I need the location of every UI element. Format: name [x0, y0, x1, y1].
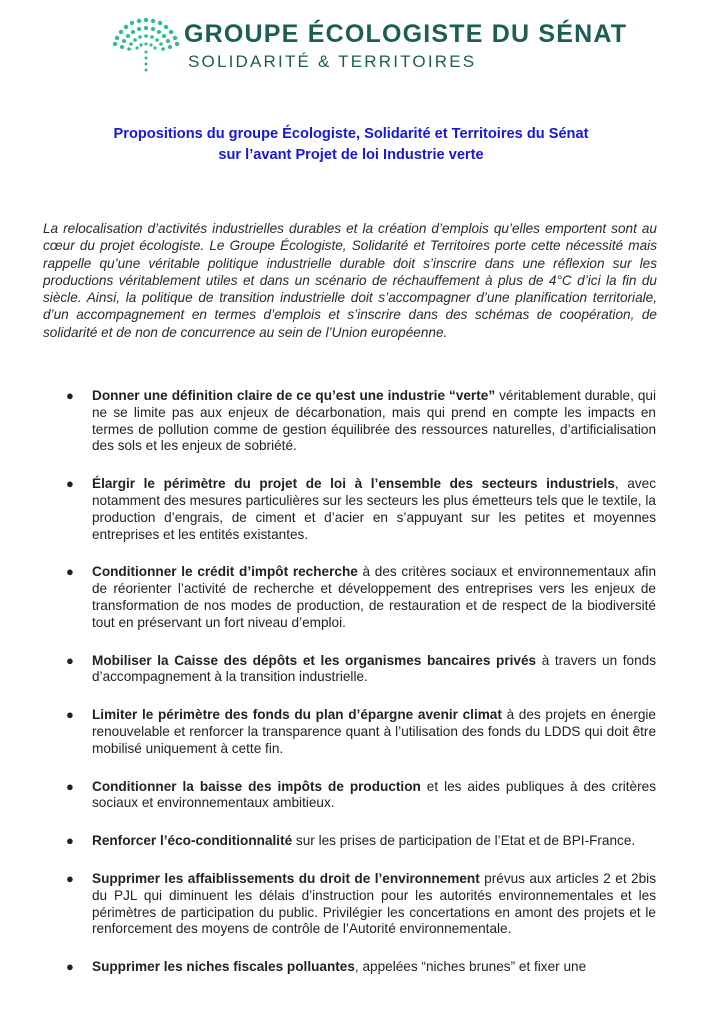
- proposal-item: [0, 871, 702, 938]
- proposal-item: [0, 959, 702, 976]
- proposal-text: prévus aux articles 2 et 2bis du PJL qui diminuent les délais d’instruction pour les autorités environnementales et les périmètres de participation du public. Privilégier les concertations en amont des projets et le renforcement des moyens de contrôle de l’Autorité environnementale.: [92, 870, 656, 937]
- org-subtitle: SOLIDARITÉ & TERRITOIRES: [188, 52, 477, 71]
- proposal-text: , avec notamment des mesures particulières sur les secteurs les plus émetteurs tels que le textile, la production d’engrais, de ciment et d’acier en s’appuyant sur les petites et moyennes entreprises et les entités existantes.: [92, 476, 656, 542]
- proposal-text: à travers un fonds d’accompagnement à la transition industrielle.: [92, 652, 656, 685]
- bullet-icon: ●: [66, 870, 74, 886]
- page-header: [112, 16, 628, 76]
- proposal-text: sur les prises de participation de l’Etat et de BPI-France.: [292, 833, 636, 849]
- proposal-item: [0, 833, 702, 850]
- proposal-text: et les aides publiques à des critères sociaux et environnementaux ambitieux.: [92, 778, 657, 811]
- proposals-list: [0, 388, 702, 997]
- bullet-icon: ●: [66, 388, 74, 403]
- bullet-icon: ●: [66, 564, 74, 580]
- document-title-line-2: sur l’avant Projet de loi Industrie verte: [218, 147, 484, 163]
- bullet-icon: ●: [66, 778, 74, 794]
- bullet-icon: ●: [66, 476, 74, 492]
- bullet-icon: ●: [66, 959, 74, 975]
- bullet-icon: ●: [66, 652, 74, 668]
- proposal-heading: Conditionner la baisse des impôts de production: [92, 778, 421, 794]
- proposal-text: à des critères sociaux et environnementaux afin de réorienter l’activité de recherche et développement des entreprises vers les enjeux de transformation de nos modes de production, de restauration et de respect de la biodiversité tout en préservant un fort niveau d’emploi.: [92, 564, 656, 630]
- proposal-heading: Donner une définition claire de ce qu’est une industrie “verte”: [92, 388, 496, 403]
- hemicycle-logo-icon: [112, 16, 180, 72]
- org-title: GROUPE ÉCOLOGISTE DU SÉNAT: [184, 20, 628, 48]
- bullet-icon: ●: [66, 707, 74, 723]
- bullet-icon: ●: [66, 833, 74, 849]
- proposal-heading: Mobiliser la Caisse des dépôts et les organismes bancaires privés: [92, 652, 537, 668]
- proposal-heading: Renforcer l’éco-conditionnalité: [92, 833, 293, 849]
- document-title-line-1: Propositions du groupe Écologiste, Solidarité et Territoires du Sénat: [113, 126, 589, 142]
- proposal-heading: Supprimer les niches fiscales polluantes: [92, 959, 355, 975]
- proposal-item: [0, 779, 702, 813]
- proposal-item: [0, 564, 702, 631]
- proposal-text: véritablement durable, qui ne se limite pas aux enjeux de décarbonation, mais qui prend en compte les impacts en termes de pollution comme de gestion équilibrée des ressources naturelles, d’artificialisation des sols et les enjeux de sobriété.: [92, 388, 656, 454]
- proposal-item: [0, 388, 702, 455]
- proposal-text: à des projets en énergie renouvelable et renforcer la transparence quant à l’utilisation des fonds du LDDS qui doit être mobilisé uniquement à cette fin.: [92, 707, 656, 756]
- proposal-heading: Élargir le périmètre du projet de loi à l’ensemble des secteurs industriels: [92, 476, 615, 492]
- intro-paragraph: La relocalisation d’activités industrielles durables et la création d’emplois qu’elles emportent sont au cœur du projet écologiste. Le Groupe Écologiste, Solidarité et Territoires porte cette nécessité mais rappelle qu’une véritable politique industrielle durable doit s’inscrire dans une réflexion sur les productions véritablement utiles et dans un scénario de réchauffement à plus de 4°C d’ici la fin du siècle. Ainsi, la politique de transition industrielle doit s’accompagner d’une planification territoriale, d’un accompagnement en termes d’emplois et s’inscrire dans des schémas de coopération, de solidarité et de non de concurrence au sein de l’Union européenne.: [43, 221, 657, 340]
- proposal-item: [0, 707, 702, 757]
- proposal-text: , appelées “niches brunes” et fixer une: [354, 959, 587, 975]
- proposal-heading: Conditionner le crédit d’impôt recherche: [92, 564, 358, 580]
- proposal-heading: Supprimer les affaiblissements du droit de l’environnement: [92, 870, 480, 886]
- proposal-heading: Limiter le périmètre des fonds du plan d’épargne avenir climat: [92, 707, 502, 723]
- document-title: [0, 124, 702, 166]
- proposal-item: [0, 653, 702, 687]
- proposal-item: [0, 476, 702, 543]
